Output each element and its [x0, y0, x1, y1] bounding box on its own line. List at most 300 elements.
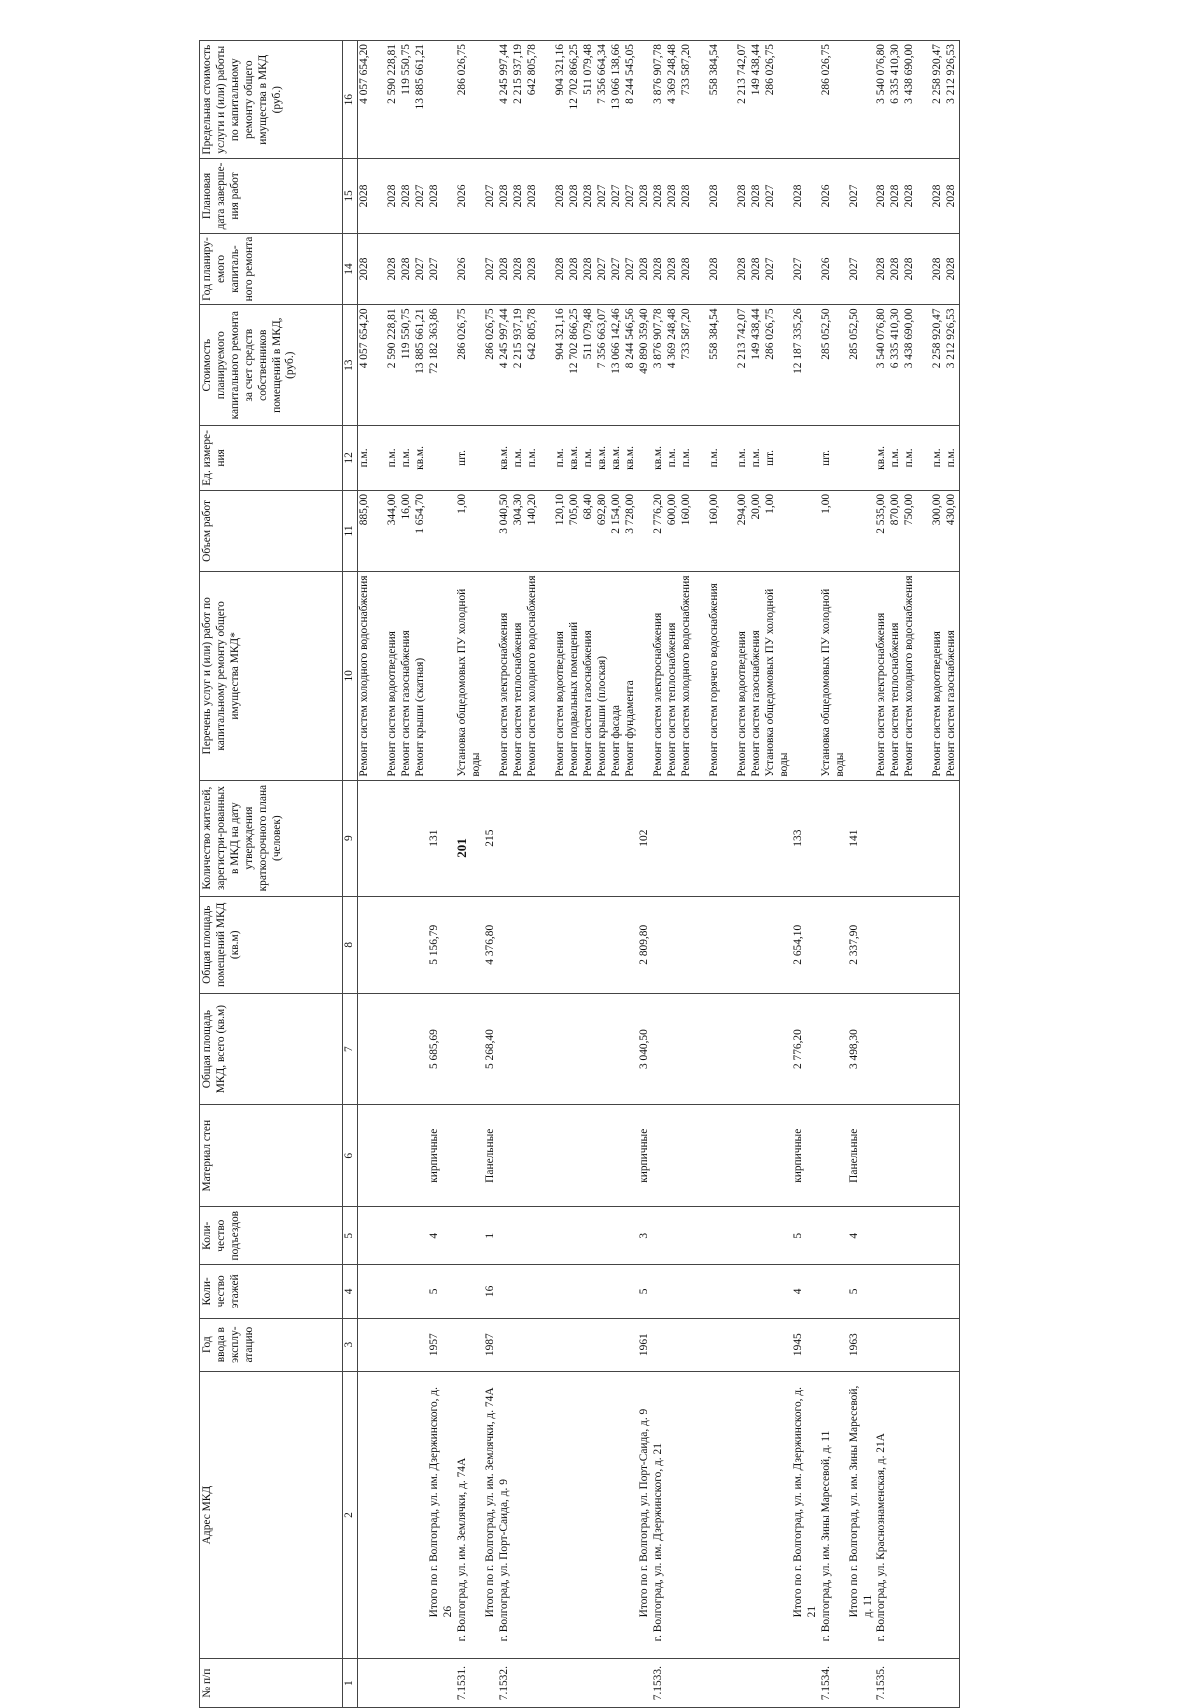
cell-s_prem: [456, 896, 484, 993]
value-d: 2028: [889, 184, 902, 208]
value-y: 2028: [735, 257, 748, 281]
column-number-12: 12: [343, 425, 358, 490]
rotated-sheet: [199, 40, 1200, 1708]
cell-mat: кирпичные: [792, 1105, 820, 1207]
cell-s_total: [498, 993, 638, 1104]
cell-unit: [428, 425, 456, 490]
cell-people: [498, 780, 638, 896]
value-d: 2028: [581, 184, 594, 208]
value-unit: п.м.: [889, 448, 902, 468]
work-item: Ремонт систем водоотведения: [735, 631, 748, 777]
value-lim: 13 885 661,21: [414, 44, 426, 110]
value-lim: 13 066 138,66: [609, 44, 622, 110]
value-cost: 7 356 663,07: [595, 308, 608, 369]
value-cost: 642 805,78: [525, 308, 538, 360]
column-number-10: 10: [343, 572, 358, 781]
value-vol: 1,00: [763, 493, 776, 514]
cell-fl: [358, 1265, 429, 1318]
value-d: 2028: [386, 184, 398, 208]
header-cell-6: Материал стен: [200, 1105, 343, 1207]
works-cell: [358, 572, 429, 781]
value-vol: 1,00: [455, 493, 468, 514]
value-lim: 4 057 654,20: [358, 44, 370, 104]
works-cell: [498, 572, 638, 781]
cell-d: [638, 159, 652, 233]
value-y: 2028: [875, 257, 888, 281]
value-d: 2028: [679, 184, 692, 208]
value-y: 2028: [553, 257, 566, 281]
value-cost: 2 590 228,81: [386, 308, 398, 369]
works-cell: [484, 572, 498, 781]
value-d: 2028: [400, 184, 412, 208]
cell-s_total: 2 776,20: [792, 993, 820, 1104]
value-y: 2027: [847, 257, 860, 281]
cell-y: [358, 233, 429, 305]
address-text: г. Волгоград, ул. Порт-Саида, д. 9: [497, 1479, 510, 1642]
value-cost: 13 066 142,46: [609, 308, 622, 374]
cell-ent: [820, 1207, 848, 1265]
cell-ent: [652, 1207, 792, 1265]
value-vol: 344,00: [386, 493, 398, 526]
cell-people: 131: [428, 780, 456, 896]
cell-year: 1961: [638, 1318, 652, 1371]
cell-unit: [498, 425, 638, 490]
total-label: Итого по г. Волгоград, ул. им. Землячки, д. 74А: [483, 1387, 496, 1618]
cell-cost: [652, 305, 792, 426]
value-cost: 286 026,75: [763, 308, 776, 360]
value-y: 2026: [455, 257, 468, 281]
value-cost: 3 438 690,00: [903, 308, 916, 369]
value-d: 2028: [553, 184, 566, 208]
value-vol: 430,00: [945, 493, 958, 526]
value-unit: п.м.: [931, 448, 944, 468]
cell-year: 1963: [848, 1318, 876, 1371]
work-item: Ремонт подвальных помещений: [567, 621, 580, 777]
cell-d: [848, 159, 876, 233]
cell-d: [652, 159, 792, 233]
value-cost: 6 335 410,30: [889, 308, 902, 369]
total-label: Итого по г. Волгоград, ул. им. Дзержинского, д. 26: [428, 1387, 454, 1618]
address-text: г. Волгоград, ул. им. Землячки, д. 74А: [455, 1457, 468, 1642]
value-y: 2028: [749, 257, 762, 281]
value-y: 2027: [623, 257, 636, 281]
header-cell-14: Год планиру-емого капиталь-ного ремонта: [200, 233, 343, 305]
value-unit: п.м.: [553, 448, 566, 468]
cell-y: [638, 233, 652, 305]
cell-vol: [820, 490, 848, 571]
value-cost: 149 438,44: [749, 308, 762, 360]
cell-vol: [638, 490, 652, 571]
works-cell: [638, 572, 652, 781]
value-d: 2026: [455, 184, 468, 208]
item-number-cell: 7.1531.: [456, 1659, 484, 1708]
item-number-cell: [792, 1659, 820, 1708]
value-y: 2027: [791, 257, 804, 281]
column-number-2: 2: [343, 1371, 358, 1658]
value-y: 2028: [525, 257, 538, 281]
work-item: Ремонт крыши (скатная): [414, 657, 426, 777]
cell-ent: 5: [792, 1207, 820, 1265]
value-cost: 511 079,48: [581, 308, 594, 360]
value-vol: 1 654,70: [414, 493, 426, 534]
cell-y: [652, 233, 792, 305]
cell-vol: [498, 490, 638, 571]
value-lim: 7 356 664,34: [595, 44, 608, 104]
value-cost: 733 587,20: [679, 308, 692, 360]
value-unit: кв.м.: [609, 446, 622, 470]
cell-people: 141: [848, 780, 876, 896]
value-vol: 692,80: [595, 493, 608, 526]
cell-d: [875, 159, 960, 233]
value-d: 2028: [511, 184, 524, 208]
value-y: 2028: [386, 257, 398, 281]
cell-lim: [358, 41, 429, 159]
cell-s_prem: [820, 896, 848, 993]
value-unit: шт.: [455, 450, 468, 466]
value-d: 2028: [665, 184, 678, 208]
cell-mat: [498, 1105, 638, 1207]
column-number-13: 13: [343, 305, 358, 426]
cell-s_total: [358, 993, 429, 1104]
work-item: Ремонт систем теплоснабжения: [511, 622, 524, 777]
cell-unit: [638, 425, 652, 490]
value-d: 2028: [749, 184, 762, 208]
column-number-7: 7: [343, 993, 358, 1104]
cell-y: [498, 233, 638, 305]
value-vol: 2 535,00: [875, 493, 888, 534]
total-row: [638, 41, 652, 1708]
work-item: Установка общедомовых ПУ холодной воды: [819, 588, 846, 777]
cell-cost: [428, 305, 456, 426]
value-d: 2028: [497, 184, 510, 208]
cell-lim: [848, 41, 876, 159]
cell-d: [820, 159, 848, 233]
item-row: [652, 41, 792, 1708]
value-unit: п.м.: [679, 448, 692, 468]
value-lim: 8 244 545,05: [623, 44, 636, 104]
cell-vol: [484, 490, 498, 571]
item-row: [820, 41, 848, 1708]
value-d: 2028: [358, 184, 370, 208]
cell-s_total: 3 498,30: [848, 993, 876, 1104]
value-vol: 20,00: [749, 493, 762, 520]
cell-cost: [456, 305, 484, 426]
cell-s_total: [456, 993, 484, 1104]
cell-mat: [875, 1105, 960, 1207]
value-y: 2028: [945, 257, 958, 281]
value-d: 2027: [623, 184, 636, 208]
value-unit: п.м.: [525, 448, 538, 468]
item-number-cell: [638, 1659, 652, 1708]
work-item: Ремонт систем электроснабжения: [497, 612, 510, 777]
value-cost: 2 213 742,07: [735, 308, 748, 369]
work-item: Ремонт систем холодного водоснабжения: [679, 575, 692, 777]
cell-year: [820, 1318, 848, 1371]
value-d: 2028: [903, 184, 916, 208]
works-cell: [820, 572, 848, 781]
works-cell: [456, 572, 484, 781]
work-item: Ремонт систем электроснабжения: [875, 612, 888, 777]
value-unit: п.м.: [358, 448, 370, 468]
value-cost: 3 540 076,80: [875, 308, 888, 369]
cell-people: 215: [484, 780, 498, 896]
cell-y: [820, 233, 848, 305]
value-vol: 68,40: [581, 493, 594, 520]
column-number-3: 3: [343, 1318, 358, 1371]
cell-y: [484, 233, 498, 305]
value-unit: п.м.: [735, 448, 748, 468]
cell-lim: [638, 41, 652, 159]
cell-s_total: 3 040,50: [638, 993, 652, 1104]
value-y: 2028: [707, 257, 720, 281]
value-d: 2027: [414, 184, 426, 208]
cell-mat: [820, 1105, 848, 1207]
cell-people: [652, 780, 792, 896]
value-lim: 3 438 690,00: [903, 44, 916, 104]
work-item: Ремонт систем газоснабжения: [945, 630, 958, 777]
cell-cost: [792, 305, 820, 426]
cell-cost: [875, 305, 960, 426]
value-vol: 600,00: [665, 493, 678, 526]
cell-lim: [428, 41, 456, 159]
value-d: 2027: [763, 184, 776, 208]
cell-s_prem: [358, 896, 429, 993]
value-cost: 72 182 363,86: [428, 308, 440, 374]
total-label: Итого по г. Волгоград, ул. им. Дзержинского, д. 21: [791, 1387, 818, 1618]
table-body: [358, 41, 960, 1708]
value-lim: 286 026,75: [763, 44, 776, 96]
value-lim: 119 550,75: [400, 44, 412, 95]
value-cost: 2 215 937,19: [511, 308, 524, 369]
cell-fl: [875, 1265, 960, 1318]
cell-lim: [820, 41, 848, 159]
cell-vol: [792, 490, 820, 571]
value-cost: 904 321,16: [553, 308, 566, 360]
header-cell-8: Общая площадь помещений МКД (кв.м): [200, 896, 343, 993]
value-cost: 119 550,75: [400, 308, 412, 360]
cell-cost: [358, 305, 429, 426]
cell-s_total: [875, 993, 960, 1104]
item-row: [456, 41, 484, 1708]
item-number-cell: 7.1534.: [820, 1659, 848, 1708]
value-unit: кв.м.: [414, 446, 426, 470]
value-d: 2028: [428, 184, 440, 208]
address-cell: [848, 1371, 876, 1658]
item-number-cell: 7.1533.: [652, 1659, 792, 1708]
value-y: 2027: [595, 257, 608, 281]
work-item: Ремонт систем холодного водоснабжения: [525, 575, 538, 777]
cell-fl: [652, 1265, 792, 1318]
column-number-8: 8: [343, 896, 358, 993]
cell-people: [820, 780, 848, 896]
work-item: Ремонт систем водоотведения: [553, 631, 566, 777]
cell-mat: [456, 1105, 484, 1207]
value-lim: 12 702 866,25: [567, 44, 580, 110]
value-y: 2028: [903, 257, 916, 281]
value-unit: кв.м.: [875, 446, 888, 470]
cell-year: [498, 1318, 638, 1371]
value-d: 2028: [707, 184, 720, 208]
cell-s_prem: 2 809,80: [638, 896, 652, 993]
address-cell: [638, 1371, 652, 1658]
value-lim: 3 212 926,53: [945, 44, 958, 104]
value-lim: 2 258 920,47: [931, 44, 944, 104]
work-item: Ремонт систем газоснабжения: [749, 630, 762, 777]
cell-lim: [498, 41, 638, 159]
value-y: 2028: [358, 257, 370, 281]
value-vol: 705,00: [567, 493, 580, 526]
cell-year: 1957: [428, 1318, 456, 1371]
cell-vol: [428, 490, 456, 571]
value-unit: кв.м.: [623, 446, 636, 470]
value-y: 2028: [665, 257, 678, 281]
value-d: 2028: [875, 184, 888, 208]
address-text: г. Волгоград, ул. им. Дзержинского, д. 21: [651, 1443, 664, 1642]
value-lim: 642 805,78: [525, 44, 538, 96]
value-d: 2028: [945, 184, 958, 208]
cell-unit: [848, 425, 876, 490]
value-vol: 885,00: [358, 493, 370, 526]
cell-mat: Панельные: [484, 1105, 498, 1207]
cell-ent: [358, 1207, 429, 1265]
address-cell: [875, 1371, 960, 1658]
cell-cost: [484, 305, 498, 426]
address-text: г. Волгоград, ул. им. Зины Маресевой, д. 11: [819, 1430, 832, 1642]
item-number-cell: 7.1535.: [875, 1659, 960, 1708]
cell-fl: 5: [428, 1265, 456, 1318]
value-lim: 2 215 937,19: [511, 44, 524, 104]
value-cost: 285 052,50: [819, 308, 832, 360]
total-label: Итого по г. Волгоград, ул. им. Зины Маресевой, д. 11: [847, 1385, 874, 1618]
value-unit: кв.м.: [595, 446, 608, 470]
value-lim: 904 321,16: [553, 44, 566, 96]
work-item: Ремонт крыши (плоская): [595, 655, 608, 777]
cell-lim: [792, 41, 820, 159]
cell-lim: [456, 41, 484, 159]
cell-unit: [875, 425, 960, 490]
value-d: 2027: [595, 184, 608, 208]
cell-vol: [848, 490, 876, 571]
value-vol: 3 728,00: [623, 493, 636, 534]
value-d: 2028: [651, 184, 664, 208]
cell-y: [848, 233, 876, 305]
value-unit: кв.м.: [567, 446, 580, 470]
column-number-6: 6: [343, 1105, 358, 1207]
value-y: 2027: [609, 257, 622, 281]
works-cell: [875, 572, 960, 781]
value-lim: 286 026,75: [455, 44, 468, 96]
address-cell: [792, 1371, 820, 1658]
cell-s_total: [652, 993, 792, 1104]
cell-s_total: [820, 993, 848, 1104]
cell-fl: [456, 1265, 484, 1318]
cell-mat: кирпичные: [428, 1105, 456, 1207]
header-cell-1: № п/п: [200, 1659, 343, 1708]
work-item: Ремонт фундамента: [623, 680, 636, 777]
value-cost: 12 702 866,25: [567, 308, 580, 374]
value-unit: п.м.: [749, 448, 762, 468]
address-cell: [428, 1371, 456, 1658]
cell-ent: [498, 1207, 638, 1265]
repair-plan-table: [199, 40, 960, 1708]
value-cost: 12 187 335,26: [791, 308, 804, 374]
cell-ent: 1: [484, 1207, 498, 1265]
column-number-9: 9: [343, 780, 358, 896]
cell-fl: [820, 1265, 848, 1318]
total-row: [848, 41, 876, 1708]
value-cost: 3 876 907,78: [651, 308, 664, 369]
column-number-15: 15: [343, 159, 358, 233]
value-lim: 286 026,75: [819, 44, 832, 96]
value-y: 2028: [679, 257, 692, 281]
cell-d: [792, 159, 820, 233]
value-vol: 750,00: [903, 493, 916, 526]
address-cell: [456, 1371, 484, 1658]
value-unit: кв.м.: [497, 446, 510, 470]
column-number-11: 11: [343, 490, 358, 571]
work-item: Ремонт систем теплоснабжения: [665, 622, 678, 777]
cell-unit: [820, 425, 848, 490]
value-y: 2027: [414, 257, 426, 281]
value-cost: 4 245 997,44: [497, 308, 510, 369]
page-number: 201: [453, 838, 469, 858]
total-label: Итого по г. Волгоград, ул. Порт-Саида, д. 9: [637, 1408, 650, 1618]
value-lim: 511 079,48: [581, 44, 594, 95]
value-cost: 286 026,75: [483, 308, 496, 360]
cell-fl: 16: [484, 1265, 498, 1318]
value-lim: 2 590 228,81: [386, 44, 398, 104]
value-unit: п.м.: [400, 448, 412, 468]
value-cost: 3 212 926,53: [945, 308, 958, 369]
cell-unit: [456, 425, 484, 490]
header-cell-4: Коли-чество этажей: [200, 1265, 343, 1318]
value-lim: 149 438,44: [749, 44, 762, 96]
value-vol: 16,00: [400, 493, 412, 520]
value-vol: 160,00: [707, 493, 720, 526]
value-unit: п.м.: [945, 448, 958, 468]
cell-s_prem: 2 337,90: [848, 896, 876, 993]
cell-year: [358, 1318, 429, 1371]
value-cost: 2 258 920,47: [931, 308, 944, 369]
value-vol: 1,00: [819, 493, 832, 514]
cell-year: 1945: [792, 1318, 820, 1371]
address-cell: [652, 1371, 792, 1658]
cell-fl: 4: [792, 1265, 820, 1318]
address-cell: [358, 1371, 429, 1658]
cell-cost: [638, 305, 652, 426]
header-cell-12: Ед. измере-ния: [200, 425, 343, 490]
value-unit: п.м.: [511, 448, 524, 468]
item-number-cell: [358, 1659, 429, 1708]
cell-d: [428, 159, 456, 233]
cell-lim: [484, 41, 498, 159]
cell-unit: [358, 425, 429, 490]
value-vol: 160,00: [679, 493, 692, 526]
cell-d: [498, 159, 638, 233]
value-lim: 733 587,20: [679, 44, 692, 96]
column-number-5: 5: [343, 1207, 358, 1265]
cell-lim: [875, 41, 960, 159]
cell-mat: кирпичные: [638, 1105, 652, 1207]
column-number-16: 16: [343, 41, 358, 159]
value-vol: 3 040,50: [497, 493, 510, 534]
cell-mat: Панельные: [848, 1105, 876, 1207]
work-item: Ремонт систем электроснабжения: [651, 612, 664, 777]
cell-cost: [848, 305, 876, 426]
cell-people: [358, 780, 429, 896]
value-vol: 294,00: [735, 493, 748, 526]
column-number-1: 1: [343, 1659, 358, 1708]
